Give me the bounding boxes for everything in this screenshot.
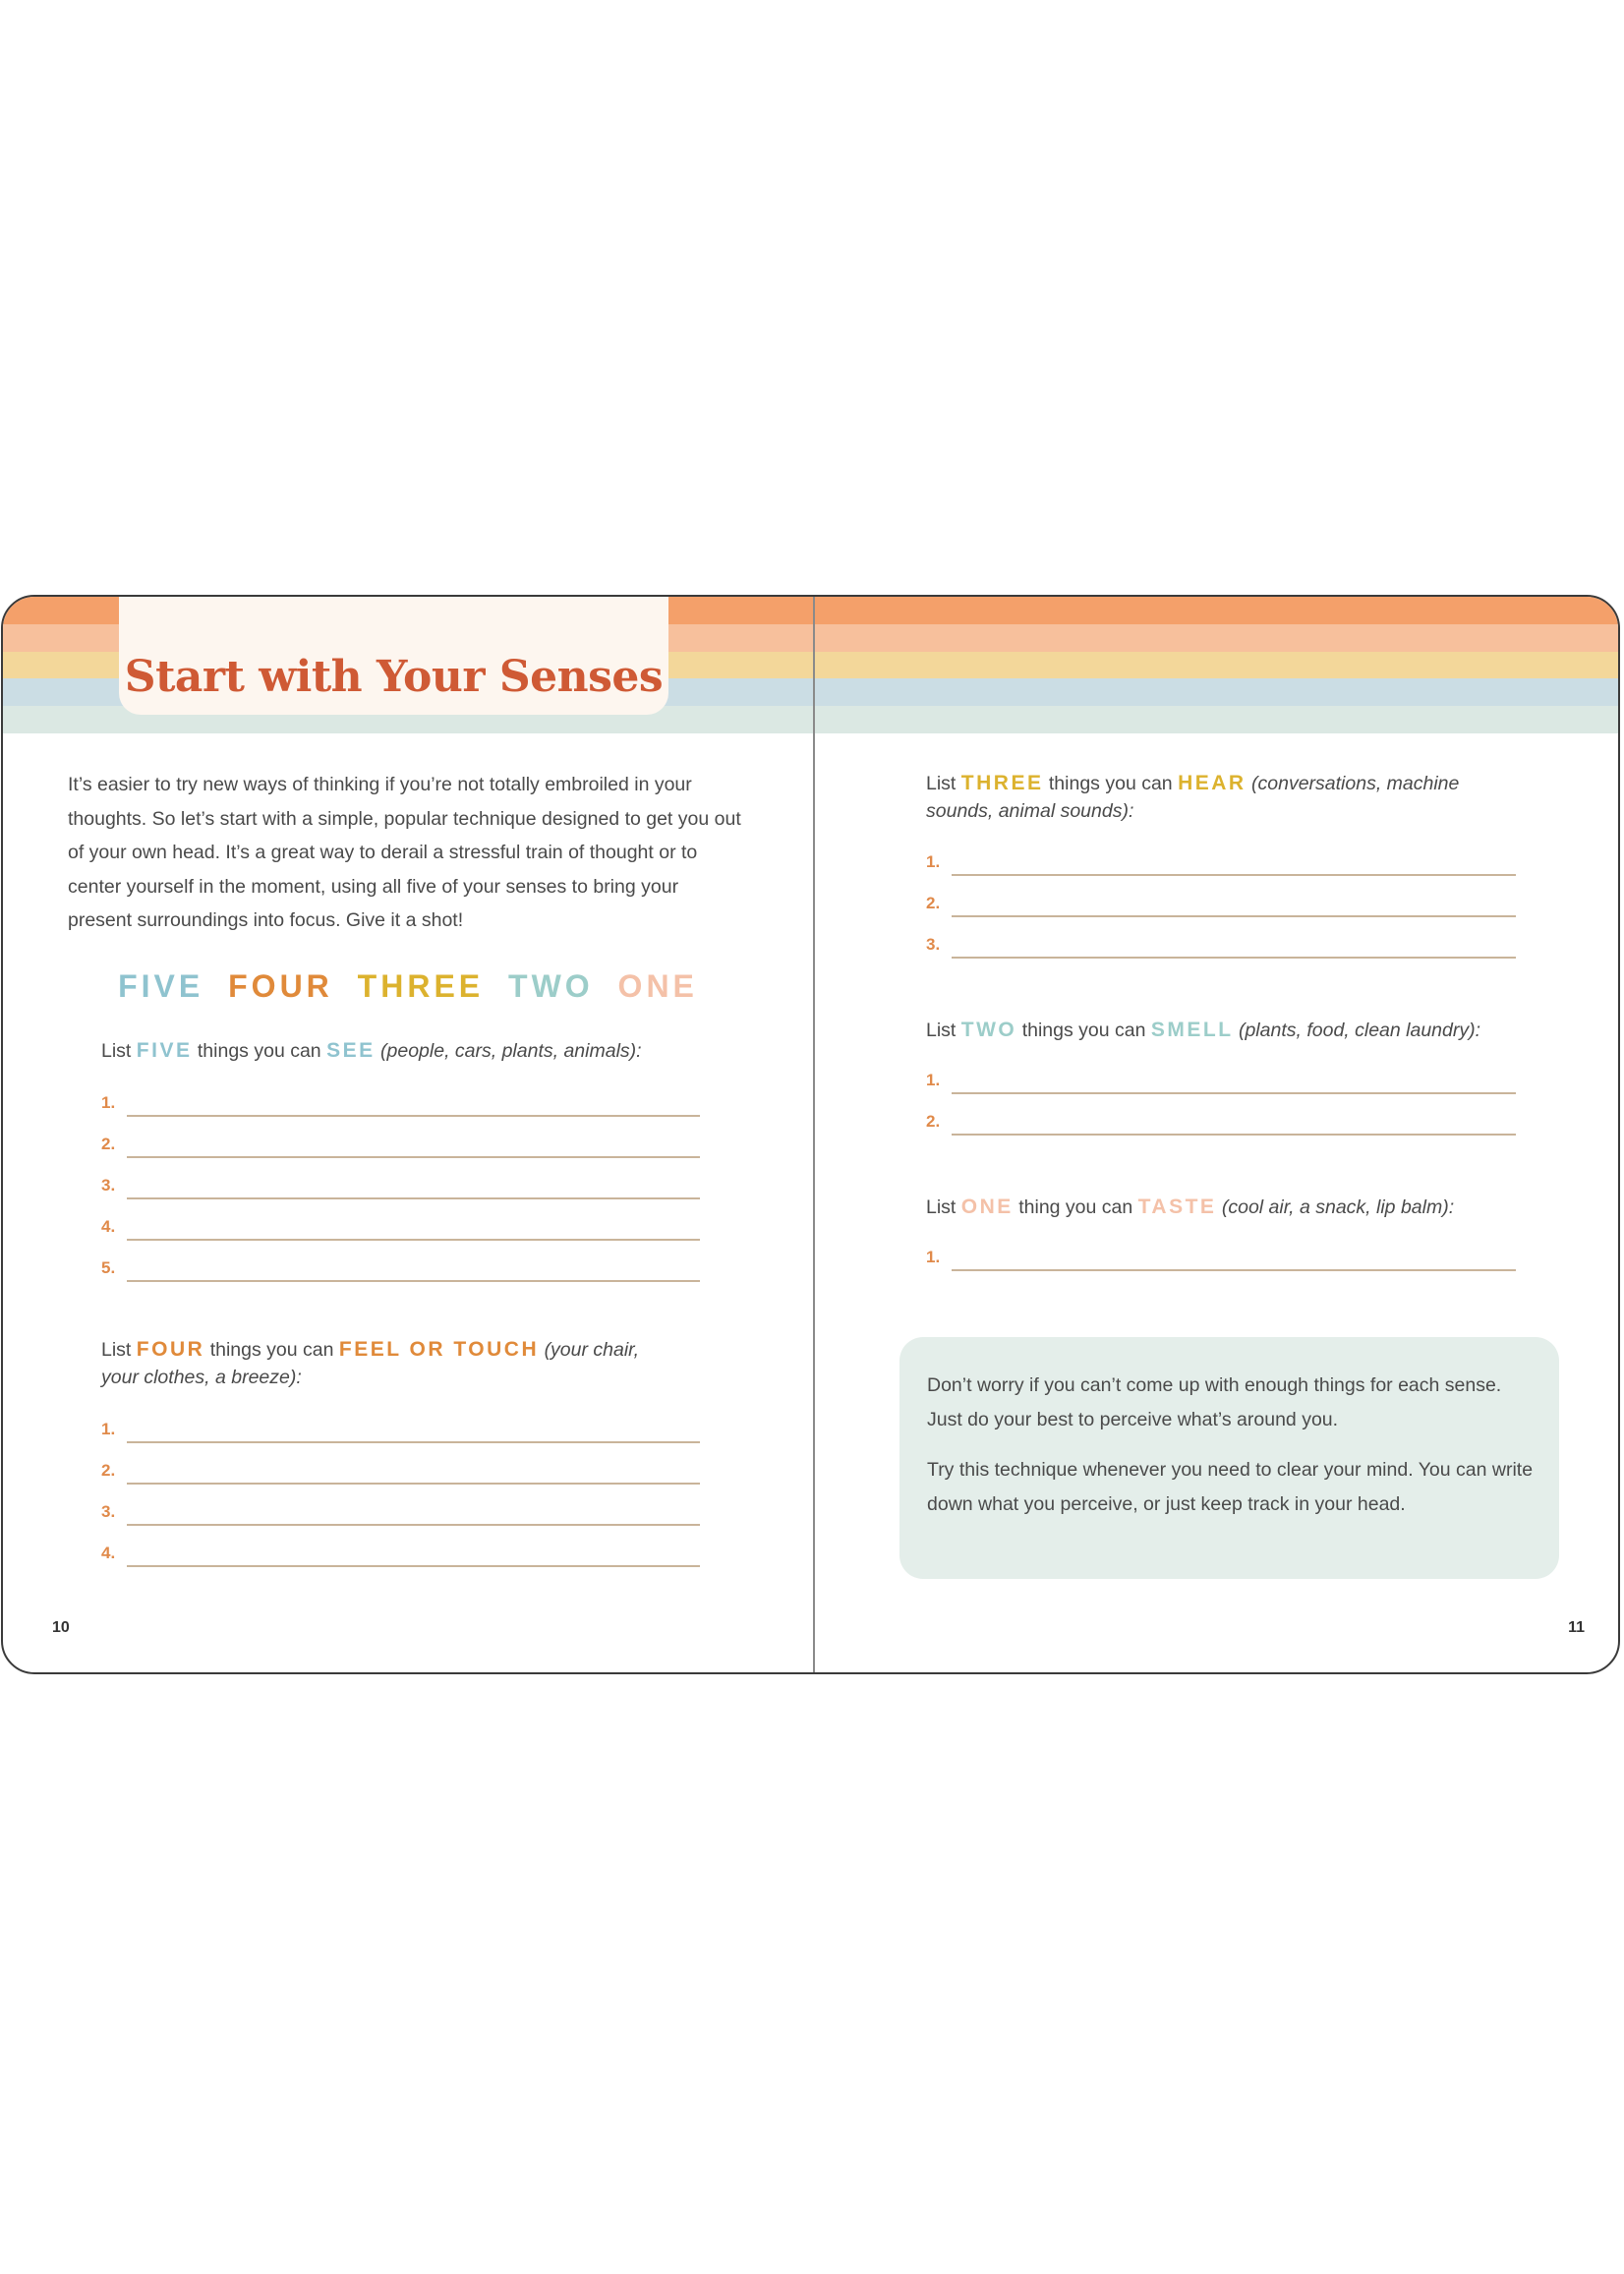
countdown-five: FIVE — [118, 968, 204, 1004]
feel-answer-line-2[interactable]: 2. — [101, 1461, 700, 1490]
hear-prompt: List THREE things you can HEAR (conversations, machine sounds, animal sounds): — [926, 772, 1460, 822]
book-spread — [1, 595, 1620, 1674]
countdown-one: ONE — [617, 968, 698, 1004]
hear-answer-line-2[interactable]: 2. — [926, 894, 1516, 923]
feel-prompt: List FOUR things you can FEEL OR TOUCH (your chair, your clothes, a breeze): — [101, 1338, 640, 1388]
see-answer-line-5[interactable]: 5. — [101, 1258, 700, 1288]
see-answer-line-2[interactable]: 2. — [101, 1135, 700, 1164]
feel-answer-line-3[interactable]: 3. — [101, 1502, 700, 1532]
title-tab — [119, 597, 668, 715]
smell-prompt: List TWO things you can SMELL (plants, food, clean laundry): — [926, 1019, 1481, 1041]
see-count: FIVE — [136, 1039, 193, 1062]
smell-sense: SMELL — [1150, 1019, 1234, 1041]
feel-sense: FEEL OR TOUCH — [338, 1338, 540, 1361]
feel-count: FOUR — [136, 1338, 205, 1361]
smell-count: TWO — [960, 1019, 1017, 1041]
see-prompt: List FIVE things you can SEE (people, cars, plants, animals): — [101, 1039, 642, 1062]
smell-answer-line-1[interactable]: 1. — [926, 1071, 1516, 1100]
countdown-two: TWO — [508, 968, 594, 1004]
page-number-right: 11 — [1568, 1619, 1585, 1636]
taste-answer-line-1[interactable]: 1. — [926, 1248, 1516, 1277]
taste-prompt: List ONE thing you can TASTE (cool air, a snack, lip balm): — [926, 1195, 1455, 1218]
hear-sense: HEAR — [1178, 772, 1247, 794]
countdown-heading — [3, 968, 813, 1005]
see-sense: SEE — [326, 1039, 376, 1062]
page-title: Start with Your Senses — [124, 652, 664, 702]
countdown-three: THREE — [357, 968, 485, 1004]
see-answer-line-1[interactable]: 1. — [101, 1093, 700, 1123]
hear-answer-line-3[interactable]: 3. — [926, 935, 1516, 964]
page-number-left: 10 — [52, 1619, 70, 1636]
smell-answer-line-2[interactable]: 2. — [926, 1112, 1516, 1141]
see-answer-line-3[interactable]: 3. — [101, 1176, 700, 1205]
feel-answer-line-4[interactable]: 4. — [101, 1544, 700, 1573]
tip-paragraph-1: Don’t worry if you can’t come up with enough things for each sense. Just do your best to perceive what’s around you. — [927, 1374, 1502, 1430]
see-answer-line-4[interactable]: 4. — [101, 1217, 700, 1247]
taste-count: ONE — [960, 1195, 1014, 1218]
taste-sense: TASTE — [1137, 1195, 1217, 1218]
countdown-four: FOUR — [228, 968, 333, 1004]
feel-answer-line-1[interactable]: 1. — [101, 1420, 700, 1449]
hear-count: THREE — [960, 772, 1044, 794]
hear-answer-line-1[interactable]: 1. — [926, 852, 1516, 882]
book-spine — [813, 597, 815, 1672]
intro-paragraph: It’s easier to try new ways of thinking if you’re not totally embroiled in your thoughts. So let’s start with a simple, popular technique designed to get you out of your own head. It’s a great way to derail a stressful train of thought or to center yourself in the moment, using all five of your senses to bring your present surroundings into focus. Give it a shot! — [68, 774, 741, 931]
tip-paragraph-2: Try this technique whenever you need to clear your mind. You can write down what you perceive, or just keep track in your head. — [927, 1459, 1534, 1515]
tip-box — [899, 1337, 1559, 1579]
